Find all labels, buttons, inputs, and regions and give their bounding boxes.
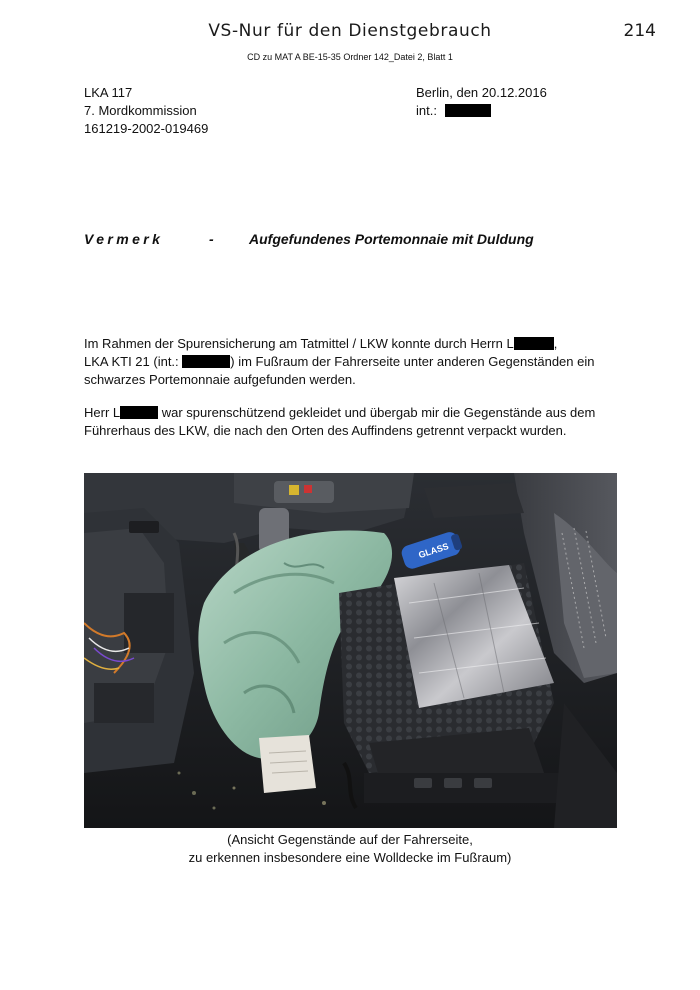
caption-line-1: (Ansicht Gegenstände auf der Fahrerseite, bbox=[227, 832, 473, 847]
paragraph-1 bbox=[84, 335, 624, 389]
redaction-bar bbox=[182, 355, 230, 368]
paragraph-1-line-3: schwarzes Portemonnaie aufgefunden werden. bbox=[84, 372, 356, 387]
text-segment: ) im Fußraum der Fahrerseite unter anderen Gegenständen ein bbox=[230, 354, 595, 369]
source-reference: CD zu MAT A BE-15-35 Ordner 142_Datei 2, Blatt 1 bbox=[247, 52, 453, 62]
text-segment: LKA KTI 21 (int.: bbox=[84, 354, 183, 369]
classification-header: VS-Nur für den Dienstgebrauch bbox=[208, 21, 492, 41]
sender-block bbox=[84, 84, 208, 138]
text-segment: Im Rahmen der Spurensicherung am Tatmittel / LKW konnte durch Herrn L bbox=[84, 336, 514, 351]
internal-number bbox=[416, 102, 547, 120]
place-date-block bbox=[416, 84, 547, 120]
text-segment: Herr L bbox=[84, 405, 121, 420]
redaction-bar bbox=[445, 104, 491, 117]
subject-dash: - bbox=[209, 231, 214, 247]
redaction-bar bbox=[514, 337, 554, 350]
city-date: Berlin, den 20.12.2016 bbox=[416, 85, 547, 100]
evidence-photo bbox=[84, 473, 617, 828]
spray-can-label: GLASS bbox=[417, 541, 450, 561]
truck-cab-photo bbox=[84, 473, 617, 828]
page-number: 214 bbox=[623, 21, 656, 41]
paragraph-2 bbox=[84, 404, 624, 440]
case-number: 161219-2002-019469 bbox=[84, 121, 209, 136]
sender-department: 7. Mordkommission bbox=[84, 103, 197, 118]
paragraph-1-line-1 bbox=[84, 335, 624, 353]
caption-line-2: zu erkennen insbesondere eine Wolldecke im Fußraum) bbox=[188, 850, 512, 865]
paragraph-2-line-1 bbox=[84, 404, 624, 422]
photo-caption bbox=[0, 831, 700, 867]
subject-keyword: Vermerk bbox=[84, 231, 164, 247]
paragraph-2-line-2: Führerhaus des LKW, die nach den Orten des Auffindens getrennt verpackt wurden. bbox=[84, 423, 567, 438]
redaction-bar bbox=[120, 406, 158, 419]
text-segment: , bbox=[553, 336, 558, 351]
internal-label: int.: bbox=[416, 103, 437, 118]
text-segment: war spurenschützend gekleidet und übergab mir die Gegenstände aus dem bbox=[158, 405, 596, 420]
sender-unit: LKA 117 bbox=[84, 85, 133, 100]
paragraph-1-line-2 bbox=[84, 353, 624, 371]
subject-title: Aufgefundenes Portemonnaie mit Duldung bbox=[249, 231, 534, 247]
